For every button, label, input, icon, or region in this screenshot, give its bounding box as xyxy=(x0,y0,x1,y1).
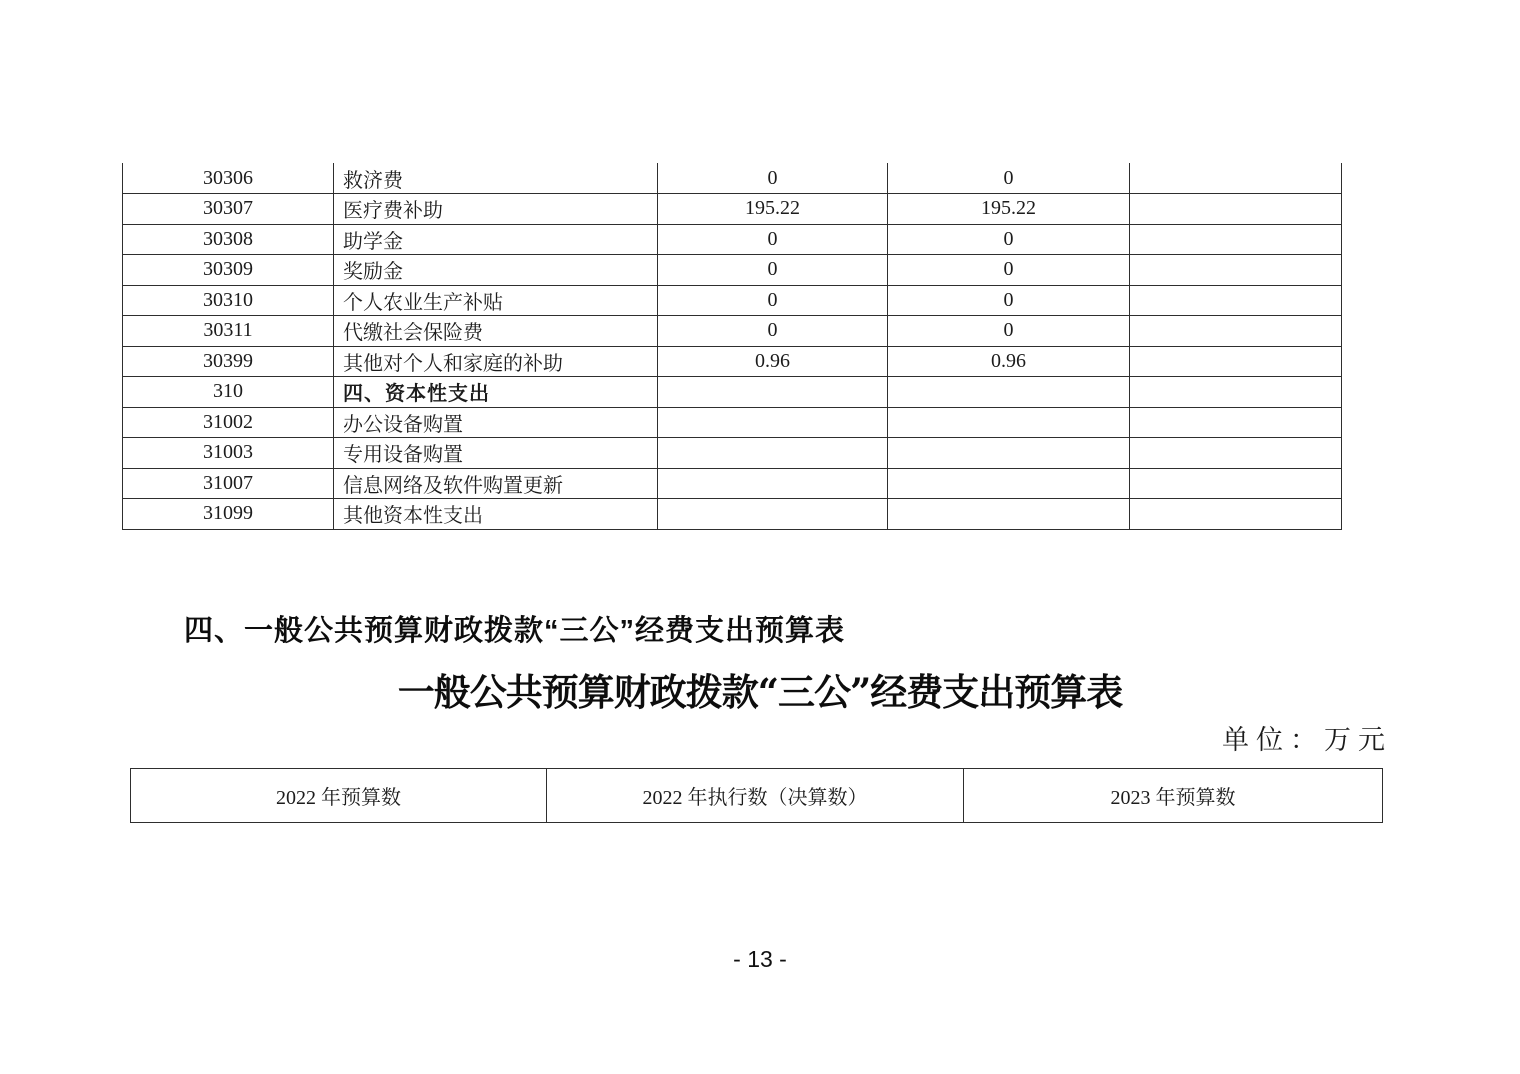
name-cell: 代缴社会保险费 xyxy=(334,316,658,347)
empty-cell xyxy=(1130,468,1342,499)
code-cell: 31002 xyxy=(123,407,334,438)
empty-cell xyxy=(1130,285,1342,316)
empty-cell xyxy=(1130,255,1342,286)
table-row xyxy=(123,438,1342,469)
value-cell: 0.96 xyxy=(658,346,888,377)
value-cell: 0 xyxy=(658,316,888,347)
code-cell: 30306 xyxy=(123,163,334,194)
name-cell: 信息网络及软件购置更新 xyxy=(334,468,658,499)
table-row xyxy=(123,468,1342,499)
empty-cell xyxy=(1130,438,1342,469)
three-public-header-cell: 2023 年预算数 xyxy=(964,769,1383,823)
value-cell xyxy=(658,407,888,438)
empty-cell xyxy=(1130,194,1342,225)
code-cell: 31099 xyxy=(123,499,334,530)
value-cell: 0 xyxy=(658,224,888,255)
unit-label: 单位：万元 xyxy=(1222,725,1392,755)
table-row xyxy=(123,285,1342,316)
name-cell: 专用设备购置 xyxy=(334,438,658,469)
code-cell: 30307 xyxy=(123,194,334,225)
value-cell xyxy=(888,438,1130,469)
value-cell xyxy=(888,377,1130,408)
three-public-header-cell: 2022 年预算数 xyxy=(131,769,547,823)
value-cell xyxy=(658,438,888,469)
empty-cell xyxy=(1130,377,1342,408)
value-cell xyxy=(658,377,888,408)
code-cell: 310 xyxy=(123,377,334,408)
value-cell: 0 xyxy=(888,255,1130,286)
code-cell: 30308 xyxy=(123,224,334,255)
table-row xyxy=(123,407,1342,438)
value-cell xyxy=(888,468,1130,499)
value-cell: 0 xyxy=(888,316,1130,347)
empty-cell xyxy=(1130,346,1342,377)
value-cell: 195.22 xyxy=(658,194,888,225)
empty-cell xyxy=(1130,316,1342,347)
value-cell: 0 xyxy=(658,163,888,194)
value-cell: 0 xyxy=(888,163,1130,194)
empty-cell xyxy=(1130,224,1342,255)
code-cell: 30310 xyxy=(123,285,334,316)
value-cell xyxy=(888,407,1130,438)
value-cell: 0 xyxy=(888,224,1130,255)
main-title: 一般公共预算财政拨款“三公”经费支出预算表 xyxy=(397,670,1123,714)
value-cell xyxy=(658,468,888,499)
table-row xyxy=(123,255,1342,286)
table-row xyxy=(123,224,1342,255)
name-cell: 医疗费补助 xyxy=(334,194,658,225)
name-cell: 办公设备购置 xyxy=(334,407,658,438)
three-public-header-cell: 2022 年执行数（决算数） xyxy=(547,769,964,823)
empty-cell xyxy=(1130,499,1342,530)
name-cell: 救济费 xyxy=(334,163,658,194)
code-cell: 30311 xyxy=(123,316,334,347)
three-public-table xyxy=(130,768,1383,823)
budget-detail-table xyxy=(122,163,1342,530)
three-public-header-row xyxy=(131,769,1383,823)
value-cell: 195.22 xyxy=(888,194,1130,225)
empty-cell xyxy=(1130,407,1342,438)
name-cell: 其他资本性支出 xyxy=(334,499,658,530)
value-cell xyxy=(658,499,888,530)
empty-cell xyxy=(1130,163,1342,194)
value-cell xyxy=(888,499,1130,530)
page-number: - 13 - xyxy=(733,946,787,972)
table-row xyxy=(123,163,1342,194)
code-cell: 30309 xyxy=(123,255,334,286)
name-cell: 助学金 xyxy=(334,224,658,255)
value-cell: 0 xyxy=(658,255,888,286)
value-cell: 0.96 xyxy=(888,346,1130,377)
code-cell: 31003 xyxy=(123,438,334,469)
name-cell: 其他对个人和家庭的补助 xyxy=(334,346,658,377)
section-heading: 四、一般公共预算财政拨款“三公”经费支出预算表 xyxy=(184,615,846,647)
table-row xyxy=(123,194,1342,225)
name-cell: 四、资本性支出 xyxy=(334,377,658,408)
value-cell: 0 xyxy=(658,285,888,316)
table-row xyxy=(123,377,1342,408)
code-cell: 31007 xyxy=(123,468,334,499)
name-cell: 个人农业生产补贴 xyxy=(334,285,658,316)
table-row xyxy=(123,499,1342,530)
value-cell: 0 xyxy=(888,285,1130,316)
table-row xyxy=(123,316,1342,347)
code-cell: 30399 xyxy=(123,346,334,377)
table-row xyxy=(123,346,1342,377)
name-cell: 奖励金 xyxy=(334,255,658,286)
